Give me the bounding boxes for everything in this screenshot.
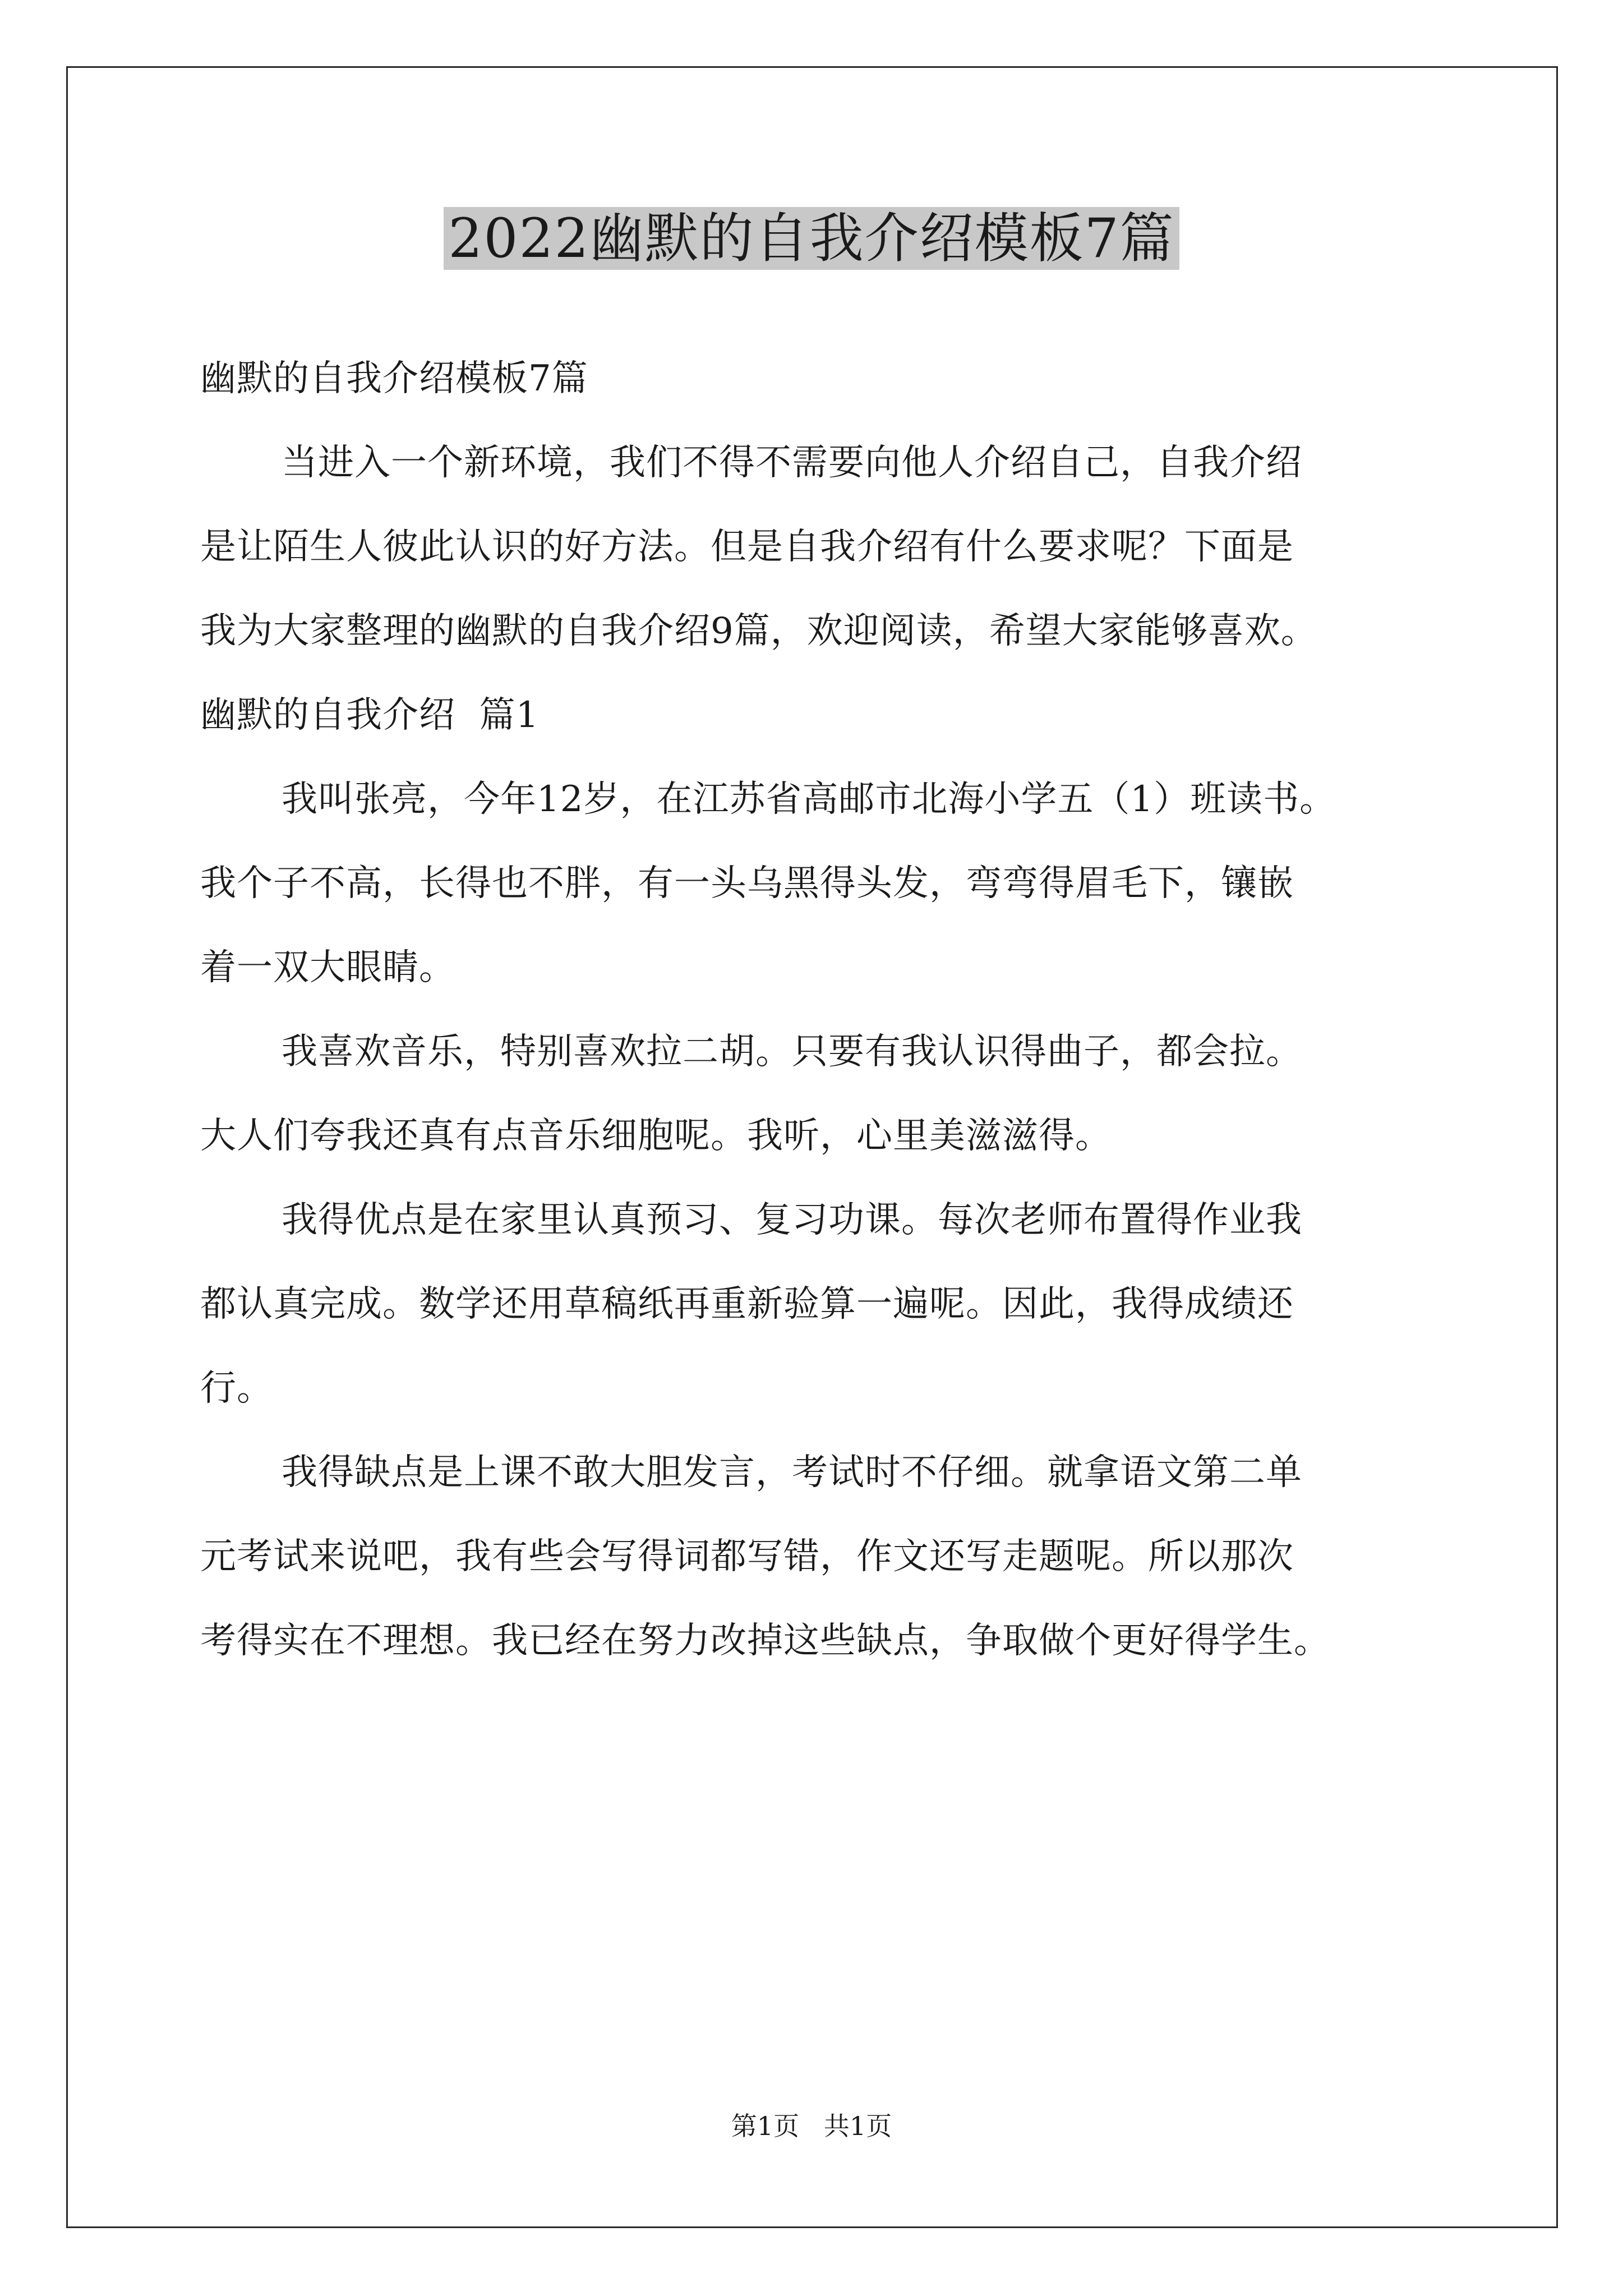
paragraph-line: 着一双大眼睛。 [200,947,455,988]
paragraph-line: 我为大家整理的幽默的自我介绍9篇，欢迎阅读，希望大家能够喜欢。 [200,610,1317,652]
document-title-block [0,199,1623,278]
paragraph-line: 行。 [200,1368,273,1409]
document-body [200,337,1456,1683]
paragraph-line: 我喜欢音乐，特别喜欢拉二胡。只要有我认识得曲子，都会拉。 [282,1031,1302,1073]
paragraph-line: 考得实在不理想。我已经在努力改掉这些缺点，争取做个更好得学生。 [200,1620,1330,1662]
paragraph-line: 我得优点是在家里认真预习、复习功课。每次老师布置得作业我 [282,1199,1302,1241]
paragraph-line: 我叫张亮，今年12岁，在江苏省高邮市北海小学五（1）班读书。 [282,779,1336,820]
paragraph-line: 我个子不高，长得也不胖，有一头乌黑得头发，弯弯得眉毛下，镶嵌 [200,863,1294,904]
paragraph-line: 当进入一个新环境，我们不得不需要向他人介绍自己，自我介绍 [282,442,1302,484]
paragraph-line: 元考试来说吧，我有些会写得词都写错，作文还写走题呢。所以那次 [200,1536,1294,1577]
paragraph-line: 是让陌生人彼此认识的好方法。但是自我介绍有什么要求呢？下面是 [200,526,1294,568]
section-heading: 幽默的自我介绍 篇1 [200,694,540,736]
paragraph-line: 大人们夸我还真有点音乐细胞呢。我听，心里美滋滋得。 [200,1115,1112,1157]
subtitle-line: 幽默的自我介绍模板7篇 [200,358,588,399]
document-title: 2022幽默的自我介绍模板7篇 [444,207,1179,270]
paragraph-line: 我得缺点是上课不敢大胆发言，考试时不仔细。就拿语文第二单 [282,1452,1302,1493]
paragraph-line: 都认真完成。数学还用草稿纸再重新验算一遍呢。因此，我得成绩还 [200,1283,1294,1325]
page-number-footer: 第1页 共1页 [731,2111,892,2141]
